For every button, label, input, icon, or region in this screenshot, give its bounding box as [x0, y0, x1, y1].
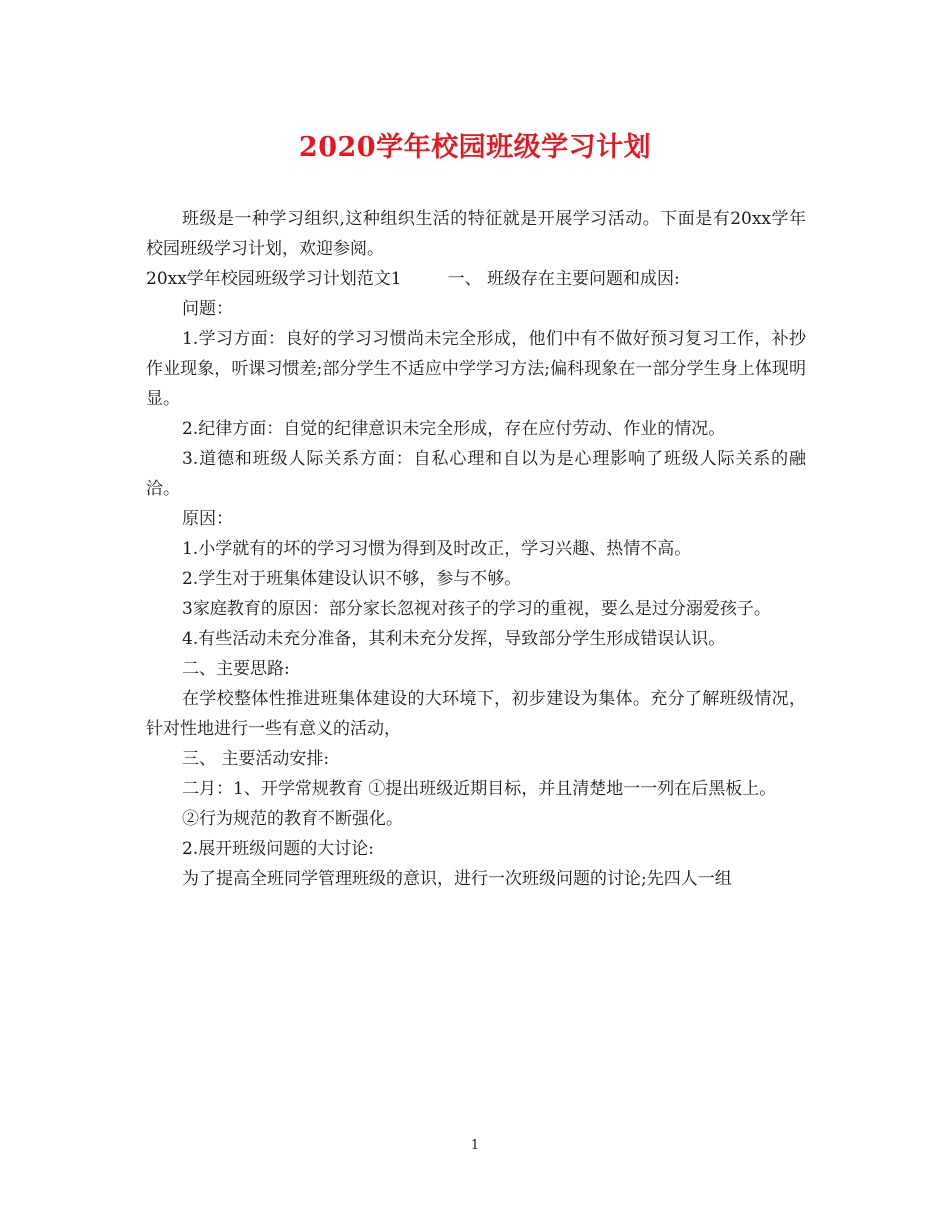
- section-three-heading: 三、 主要活动安排:: [182, 749, 330, 769]
- february-activity: 二月：1、开学常规教育 ①提出班级近期目标，并且清楚地一一列在后黑板上。: [182, 779, 777, 799]
- section-one-line: [146, 264, 806, 294]
- cause-item-awareness: 2.学生对于班集体建设认识不够，参与不够。: [182, 569, 522, 589]
- cause-item-family: 3家庭教育的原因：部分家长忽视对孩子的学习的重视，要么是过分溺爱孩子。: [182, 599, 771, 619]
- sample-label: 20xx学年校园班级学习计划范文1: [146, 269, 402, 289]
- intro-paragraph: 班级是一种学习组织,这种组织生活的特征就是开展学习活动。下面是有20xx学年校园班级学习计划，欢迎参阅。: [146, 209, 806, 259]
- page-number: 1: [470, 1138, 480, 1153]
- behavior-norms-item: ②行为规范的教育不断强化。: [182, 809, 403, 829]
- class-discussion-heading: 2.展开班级问题的大讨论:: [182, 839, 374, 859]
- section-two-body: 在学校整体性推进班集体建设的大环境下，初步建设为集体。充分了解班级情况，针对性地进行一些有意义的活动，: [146, 689, 806, 739]
- cause-item-habits: 1.小学就有的坏的学习习惯为得到及时改正，学习兴趣、热情不高。: [182, 539, 692, 559]
- problems-heading: 问题：: [182, 299, 233, 319]
- causes-heading: 原因：: [182, 509, 233, 529]
- document-body: [146, 204, 806, 894]
- section-two-heading: 二、主要思路:: [182, 659, 290, 679]
- problem-item-study: 1.学习方面：良好的学习习惯尚未完全形成，他们中有不做好预习复习工作，补抄作业现象，听课习惯差;部分学生不适应中学学习方法;偏科现象在一部分学生身上体现明显。: [146, 329, 806, 409]
- document-title: 2020学年校园班级学习计划: [298, 132, 652, 163]
- class-discussion-body: 为了提高全班同学管理班级的意识，进行一次班级问题的讨论;先四人一组: [182, 869, 732, 889]
- problem-item-discipline: 2.纪律方面：自觉的纪律意识未完全形成，存在应付劳动、作业的情况。: [182, 419, 726, 439]
- cause-item-activities: 4.有些活动未充分准备，其利未充分发挥，导致部分学生形成错误认识。: [182, 629, 726, 649]
- problem-item-ethics: 3.道德和班级人际关系方面：自私心理和自以为是心理影响了班级人际关系的融洽。: [146, 449, 806, 499]
- section-one-heading: 一、 班级存在主要问题和成因:: [447, 269, 680, 289]
